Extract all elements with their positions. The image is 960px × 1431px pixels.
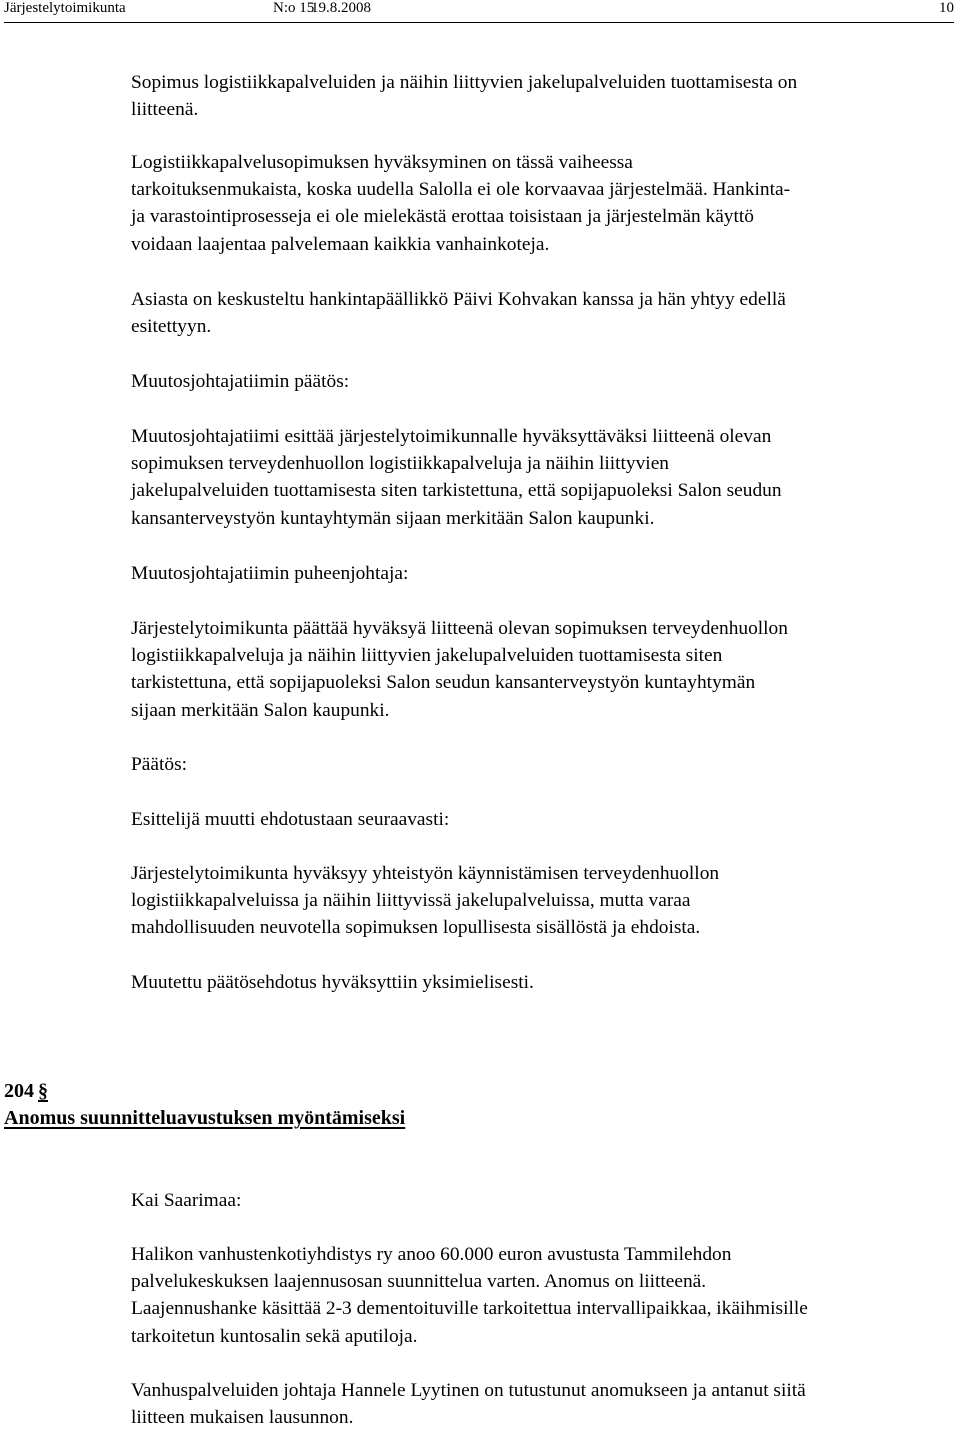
paragraph-statement: Vanhuspalveluiden johtaja Hannele Lyytinen on tutustunut anomukseen ja antanut siitä liitteen mukaisen lausunnon. — [131, 1380, 806, 1429]
header-organization: Järjestelytoimikunta — [4, 0, 126, 16]
heading-decision: Päätös: — [131, 754, 188, 775]
header-page-number: 10 — [939, 0, 954, 16]
paragraph-justification: Logistiikkapalvelusopimuksen hyväksyminen on tässä vaiheessa tarkoituksenmukaista, koska uudella Salolla ei ole korvaavaa järjestelmää. Hankinta- ja varastointiprosesseja ei ole mielekästä erottaa toisistaan ja järjestelmän käyttö voidaan laajentaa palvelemaan kaikkia vanhainkoteja. — [131, 152, 791, 255]
header-number: N:o 15 — [273, 0, 315, 16]
heading-presenter: Kai Saarimaa: — [131, 1190, 242, 1211]
paragraph-amended-proposal: Järjestelytoimikunta hyväksyy yhteistyön käynnistämisen terveydenhuollon logistiikkapalveluissa ja näihin liittyvissä jakelupalveluissa, mutta varaa mahdollisuuden neuvotella sopimuksen lopullisesta sisällöstä ja ehdoista. — [131, 863, 720, 939]
paragraph-unanimous: Muutettu päätösehdotus hyväksyttiin yksimielisesti. — [131, 972, 534, 993]
header-date: 19.8.2008 — [311, 0, 371, 16]
paragraph-chair-proposal: Järjestelytoimikunta päättää hyväksyä liitteenä olevan sopimuksen terveydenhuollon logistiikkapalveluja ja näihin liittyvien jakelupalveluiden tuottamisesta siten tarkistettuna, että sopijapuoleksi Salon seudun kansanterveystyön kuntayhtymän sijaan merkitään Salon kaupunki. — [131, 618, 788, 721]
paragraph-attachment-note: Sopimus logistiikkapalveluiden ja näihin liittyvien jakelupalveluiden tuottamisesta on liitteenä. — [131, 72, 798, 121]
paragraph-grant-request: Halikon vanhustenkotiyhdistys ry anoo 60.000 euron avustusta Tammilehdon palvelukeskuksen laajennusosan suunnittelua varten. Anomus on liitteenä. Laajennushanke käsittää 2-3 dementoituville tarkoitettua intervallipaikkaa, ikäihmisille tarkoitetun kuntosalin sekä aputiloja. — [131, 1244, 808, 1347]
heading-chair: Muutosjohtajatiimin puheenjohtaja: — [131, 563, 409, 584]
heading-team-decision: Muutosjohtajatiimin päätös: — [131, 371, 350, 392]
paragraph-amendment: Esittelijä muutti ehdotustaan seuraavasti: — [131, 809, 450, 830]
page-header — [4, 0, 954, 23]
paragraph-discussion: Asiasta on keskusteltu hankintapäällikkö Päivi Kohvakan kanssa ja hän yhtyy edellä esitettyyn. — [131, 289, 786, 338]
section-title: Anomus suunnitteluavustuksen myöntämiseksi — [4, 1107, 406, 1129]
section-number: 204 § — [4, 1080, 48, 1102]
paragraph-team-proposal: Muutosjohtajatiimi esittää järjestelytoimikunnalle hyväksyttäväksi liitteenä olevan sopimuksen terveydenhuollon logistiikkapalveluja ja näihin liittyvien jakelupalveluiden tuottamisesta siten tarkistettuna, että sopijapuoleksi Salon seudun kansanterveystyön kuntayhtymän sijaan merkitään Salon kaupunki. — [131, 426, 782, 529]
section-symbol: § — [38, 1080, 48, 1102]
